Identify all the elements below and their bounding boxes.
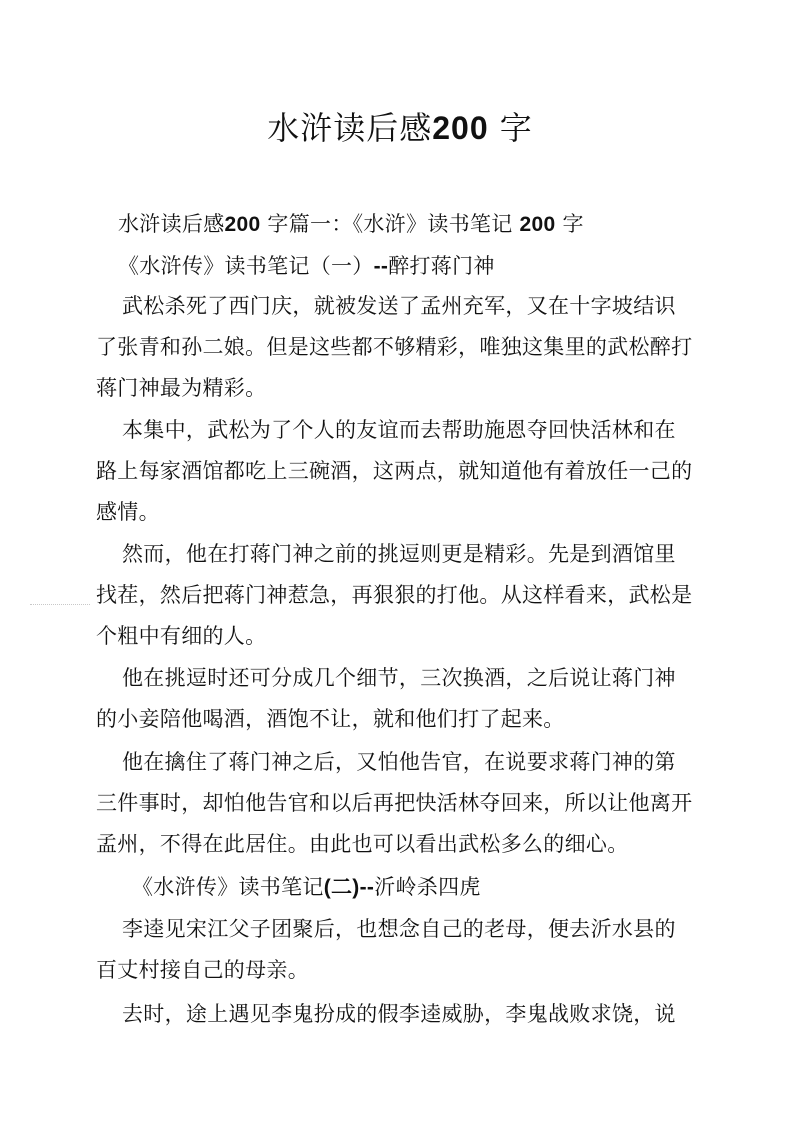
paragraph-line: 了张青和孙二娘。但是这些都不够精彩，唯独这集里的武松醉打 bbox=[96, 335, 693, 359]
heading-text: 沂岭杀四虎 bbox=[374, 875, 481, 899]
paragraph-line: 武松杀死了西门庆，就被发送了孟州充军，又在十字坡结识 bbox=[122, 294, 676, 318]
title-suffix: 字 bbox=[488, 109, 533, 147]
paragraph-line: 孟州，不得在此居住。由此也可以看出武松多么的细心。 bbox=[96, 832, 629, 856]
heading-text: 《水浒传》读书笔记（一） bbox=[118, 254, 374, 278]
heading-dash: -- bbox=[373, 255, 389, 278]
paragraph-line: 感情。 bbox=[96, 500, 160, 524]
paragraph-line: 三件事时，却怕他告官和以后再把快活林夺回来，所以让他离开 bbox=[96, 791, 693, 815]
paragraph-line: 他在挑逗时还可分成几个细节，三次换酒，之后说让蒋门神 bbox=[122, 666, 676, 690]
heading-text: 《水浒传》读书笔记 bbox=[132, 875, 324, 899]
title-number: 200 bbox=[432, 110, 489, 146]
subtitle-text: 字篇一：《水浒》读书笔记 bbox=[260, 212, 520, 236]
subtitle-text: 字 bbox=[555, 212, 584, 236]
paragraph-line: 李逵见宋江父子团聚后，也想念自己的老母，便去沂水县的 bbox=[122, 917, 676, 941]
paragraph-line: 百丈村接自己的母亲。 bbox=[96, 958, 309, 982]
paragraph-line: 找茬，然后把蒋门神惹急，再狠狠的打他。从这样看来，武松是 bbox=[96, 583, 693, 607]
heading-dash: (二)-- bbox=[323, 876, 375, 899]
paragraph-line: 个粗中有细的人。 bbox=[96, 624, 267, 648]
paragraph-line: 蒋门神最为精彩。 bbox=[96, 376, 267, 400]
paragraph-line: 本集中，武松为了个人的友谊而去帮助施恩夺回快活林和在 bbox=[122, 418, 676, 442]
subtitle-number: 200 bbox=[224, 213, 261, 236]
section-heading-2 bbox=[132, 873, 481, 902]
subtitle-text: 水浒读后感 bbox=[118, 212, 225, 236]
document-title bbox=[0, 106, 800, 150]
subtitle-number: 200 bbox=[519, 213, 556, 236]
heading-text: 醉打蒋门神 bbox=[388, 254, 495, 278]
paragraph-line: 路上每家酒馆都吃上三碗酒，这两点，就知道他有着放任一己的 bbox=[96, 459, 693, 483]
paragraph-line: 去时，途上遇见李鬼扮成的假李逵威胁，李鬼战败求饶，说 bbox=[122, 1002, 676, 1026]
paragraph-line: 他在擒住了蒋门神之后，又怕他告官，在说要求蒋门神的第 bbox=[122, 750, 676, 774]
section-heading-1 bbox=[118, 252, 495, 281]
title-text: 水浒读后感 bbox=[267, 109, 433, 147]
dotted-artifact bbox=[30, 604, 90, 605]
paragraph-line: 的小妾陪他喝酒，酒饱不让，就和他们打了起来。 bbox=[96, 707, 565, 731]
subtitle bbox=[118, 210, 584, 239]
paragraph-line: 然而，他在打蒋门神之前的挑逗则更是精彩。先是到酒馆里 bbox=[122, 542, 676, 566]
